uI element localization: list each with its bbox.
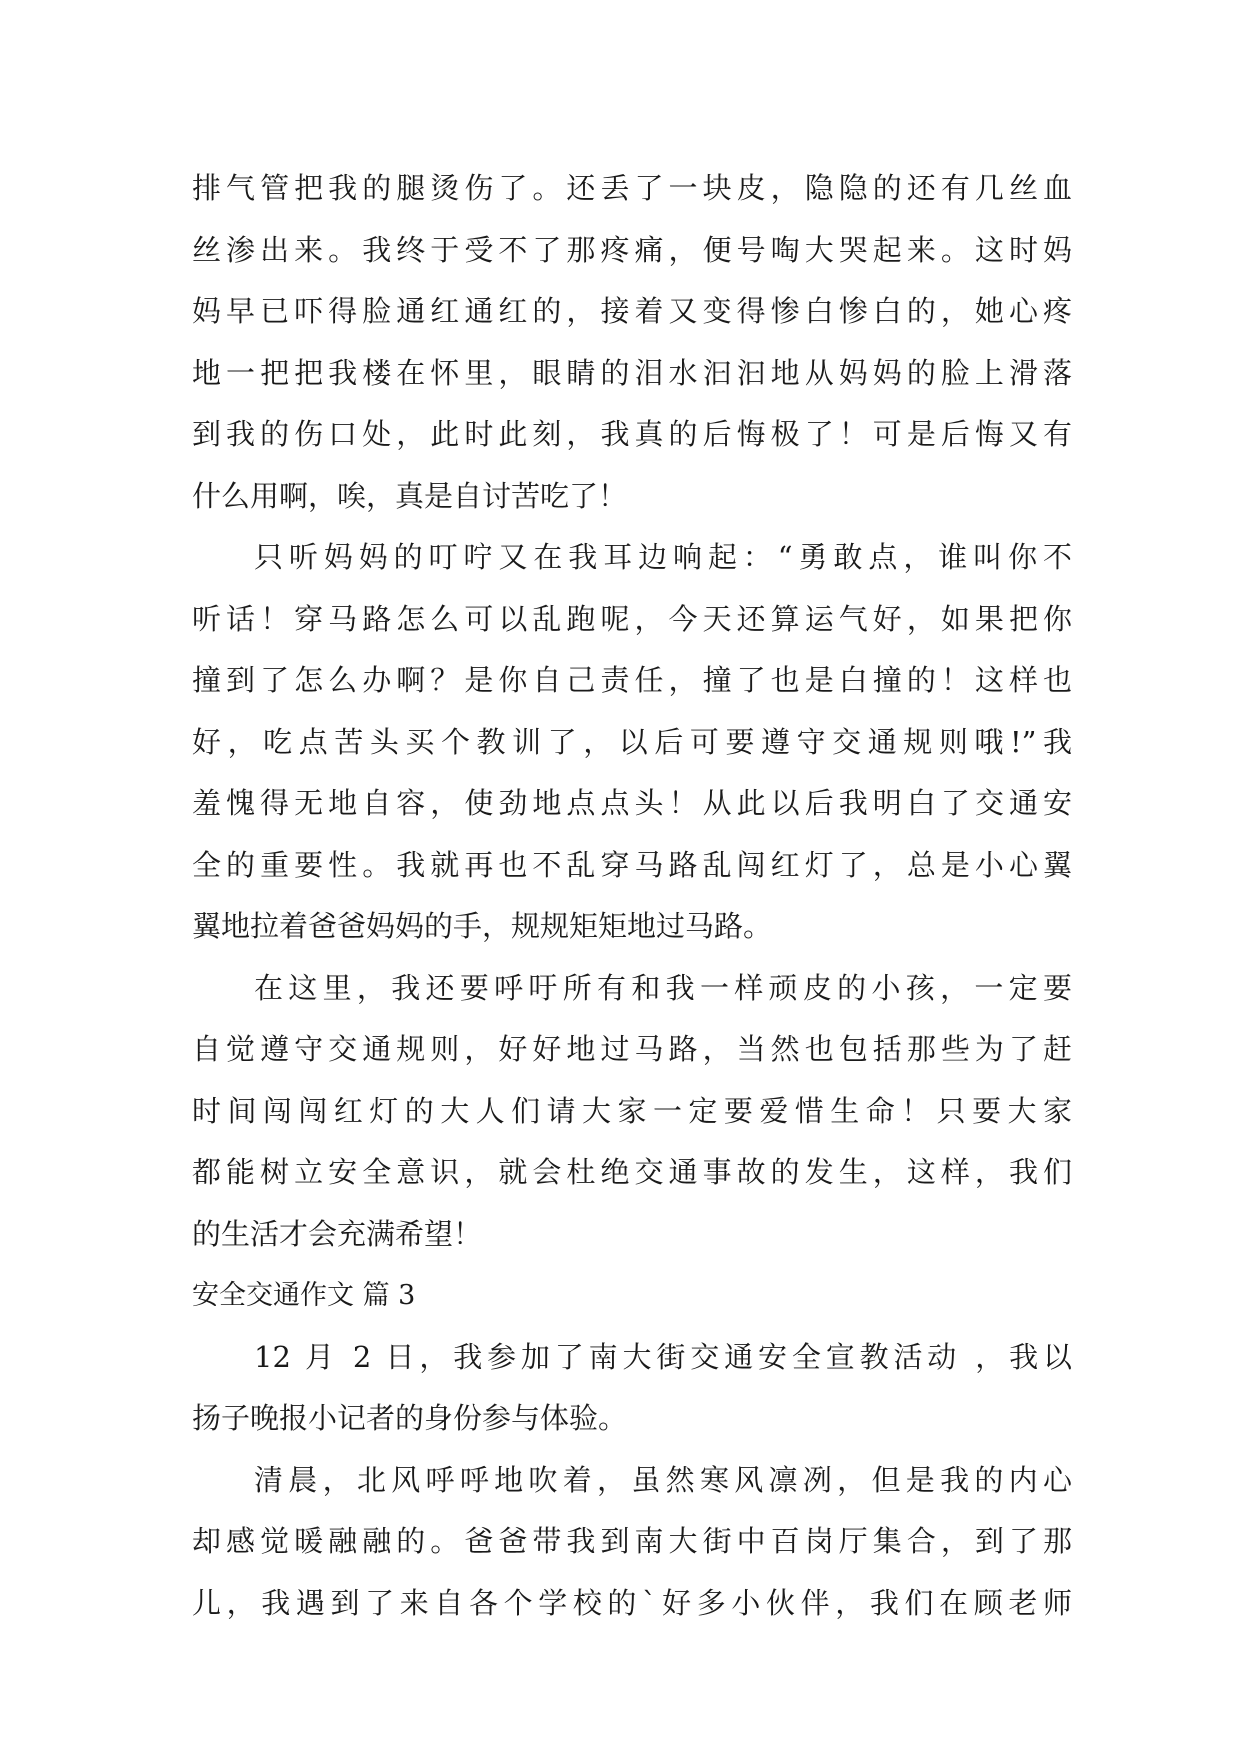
text-line: 羞愧得无地自容，使劲地点点头！从此以后我明白了交通安 bbox=[192, 786, 1072, 820]
text-line: 丝渗出来。我终于受不了那疼痛，便号啕大哭起来。这时妈 bbox=[192, 232, 1072, 267]
text-line: 清晨，北风呼呼地吹着，虽然寒风凛冽，但是我的内心 bbox=[254, 1462, 1072, 1497]
text-line: 全的重要性。我就再也不乱穿马路乱闯红灯了，总是小心翼 bbox=[192, 847, 1072, 882]
text-line: 在这里，我还要呼吁所有和我一样顽皮的小孩，一定要 bbox=[254, 970, 1072, 1005]
text-line: 什么用啊，唉，真是自讨苦吃了！ bbox=[192, 478, 628, 513]
text-line: 都能树立安全意识，就会杜绝交通事故的发生，这样，我们 bbox=[192, 1155, 1072, 1189]
text-line: 撞到了怎么办啊？是你自己责任，撞了也是白撞的！这样也 bbox=[192, 663, 1072, 697]
text-line: 12 月 2 日，我参加了南大街交通安全宣教活动 ，我以 bbox=[254, 1339, 1072, 1374]
section-heading: 安全交通作文 篇 3 bbox=[192, 1280, 416, 1311]
text-line: 排气管把我的腿烫伤了。还丢了一块皮，隐隐的还有几丝血 bbox=[192, 171, 1072, 205]
essay-body bbox=[192, 158, 1072, 1634]
text-line: 好，吃点苦头买个教训了，以后可要遵守交通规则哦!”我 bbox=[192, 724, 1072, 759]
text-line: 时间闯闯红灯的大人们请大家一定要爱惜生命！只要大家 bbox=[192, 1093, 1072, 1128]
text-line: 地一把把我楼在怀里，眼睛的泪水汩汩地从妈妈的脸上滑落 bbox=[192, 355, 1072, 390]
text-line: 却感觉暖融融的。爸爸带我到南大街中百岗厅集合，到了那 bbox=[192, 1524, 1072, 1558]
text-line: 自觉遵守交通规则，好好地过马路，当然也包括那些为了赶 bbox=[192, 1032, 1072, 1066]
text-line: 扬子晚报小记者的身份参与体验。 bbox=[192, 1401, 628, 1435]
text-line: 听话！穿马路怎么可以乱跑呢，今天还算运气好，如果把你 bbox=[192, 601, 1072, 636]
text-line: 只听妈妈的叮咛又在我耳边响起：“勇敢点，谁叫你不 bbox=[254, 540, 1072, 574]
text-line: 到我的伤口处，此时此刻，我真的后悔极了！可是后悔又有 bbox=[192, 417, 1072, 451]
text-line: 翼地拉着爸爸妈妈的手，规规矩矩地过马路。 bbox=[192, 909, 773, 943]
text-line: 的生活才会充满希望！ bbox=[192, 1216, 483, 1251]
text-line: 儿，我遇到了来自各个学校的`好多小伙伴，我们在顾老师 bbox=[192, 1585, 1072, 1620]
text-line: 妈早已吓得脸通红通红的，接着又变得惨白惨白的，她心疼 bbox=[192, 294, 1072, 328]
